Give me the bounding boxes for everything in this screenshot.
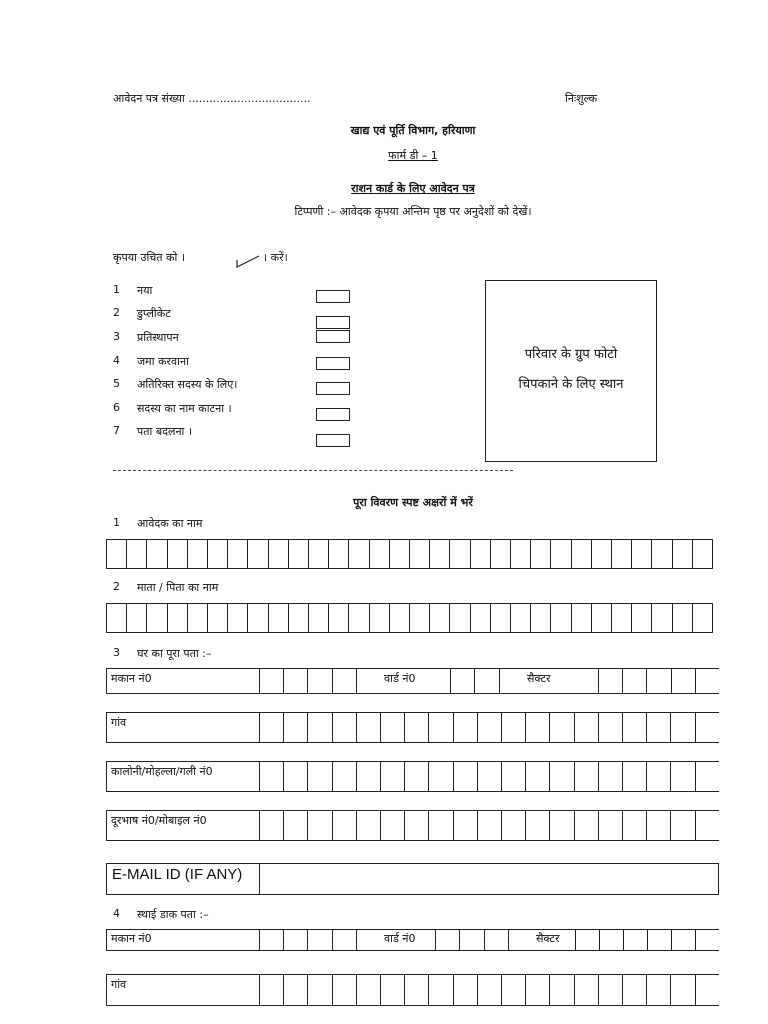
option-5-label: अतिरिक्त सदस्य के लिए।	[137, 378, 238, 391]
char-box[interactable]	[357, 975, 381, 1005]
family-photo-box[interactable]	[485, 280, 657, 462]
char-box[interactable]	[410, 604, 430, 632]
char-box[interactable]	[269, 540, 289, 568]
char-box[interactable]	[550, 762, 574, 791]
char-box[interactable]	[672, 930, 696, 950]
char-box[interactable]	[308, 975, 332, 1005]
char-box[interactable]	[599, 713, 623, 742]
village-label-2: गांव	[111, 978, 127, 991]
checkbox-change-address[interactable]	[316, 434, 350, 447]
checkbox-surrender[interactable]	[316, 357, 350, 370]
char-box[interactable]	[450, 540, 470, 568]
free-label: निःशुल्क	[565, 92, 598, 105]
char-box[interactable]	[284, 762, 308, 791]
char-box[interactable]	[647, 811, 671, 840]
char-box[interactable]	[478, 762, 502, 791]
char-box[interactable]	[429, 811, 453, 840]
char-box[interactable]	[500, 669, 523, 693]
village-row	[106, 712, 719, 743]
parent-name-grid[interactable]	[106, 603, 713, 633]
char-box[interactable]	[260, 713, 284, 742]
char-box[interactable]	[308, 669, 332, 693]
permanent-address-row	[106, 929, 719, 951]
char-box[interactable]	[284, 669, 308, 693]
char-box[interactable]	[284, 975, 308, 1005]
char-box[interactable]	[592, 604, 612, 632]
char-box[interactable]	[208, 540, 228, 568]
char-box[interactable]	[436, 930, 460, 950]
char-box[interactable]	[526, 713, 550, 742]
char-box[interactable]	[405, 811, 429, 840]
option-5-number: 5	[113, 377, 120, 390]
char-box[interactable]	[381, 713, 405, 742]
char-box[interactable]	[228, 604, 248, 632]
sector-label: सैक्टर	[527, 672, 551, 685]
char-box[interactable]	[147, 540, 167, 568]
char-box[interactable]	[526, 811, 550, 840]
char-box[interactable]	[471, 604, 491, 632]
char-box[interactable]	[381, 811, 405, 840]
checkbox-replacement[interactable]	[316, 330, 350, 343]
char-box[interactable]	[460, 930, 484, 950]
char-box[interactable]	[329, 540, 349, 568]
char-box[interactable]	[248, 604, 268, 632]
char-box[interactable]	[260, 930, 284, 950]
char-box[interactable]	[188, 540, 208, 568]
char-box[interactable]	[478, 975, 502, 1005]
char-box[interactable]	[405, 975, 429, 1005]
ward-number-label: वार्ड नं0	[384, 672, 416, 685]
char-box[interactable]	[672, 669, 696, 693]
char-box[interactable]	[572, 604, 592, 632]
char-box[interactable]	[623, 811, 647, 840]
form-number: फार्म डी – 1	[388, 149, 438, 162]
char-box[interactable]	[107, 540, 127, 568]
char-box[interactable]	[623, 669, 647, 693]
village-row-2	[106, 974, 719, 1006]
sector-cells[interactable]	[599, 669, 719, 693]
char-box[interactable]	[696, 930, 719, 950]
field-1-label: आवेदक का नाम	[137, 517, 203, 530]
char-box[interactable]	[531, 540, 551, 568]
char-box[interactable]	[592, 540, 612, 568]
char-box[interactable]	[284, 713, 308, 742]
char-box[interactable]	[632, 540, 652, 568]
char-box[interactable]	[370, 604, 390, 632]
char-box[interactable]	[526, 762, 550, 791]
char-box[interactable]	[333, 975, 357, 1005]
char-box[interactable]	[333, 669, 357, 693]
char-box[interactable]	[612, 540, 632, 568]
field-2-label: माता / पिता का नाम	[137, 581, 219, 594]
char-box[interactable]	[600, 930, 624, 950]
photo-box-line-1: परिवार के ग्रुप फोटो	[524, 347, 618, 362]
house-address-row	[106, 668, 719, 694]
char-box[interactable]	[260, 762, 284, 791]
house-number-label-2: मकान नं0	[111, 932, 152, 945]
char-box[interactable]	[357, 811, 381, 840]
option-7-label: पता बदलना ।	[137, 425, 193, 438]
char-box[interactable]	[429, 975, 453, 1005]
char-box[interactable]	[491, 604, 511, 632]
char-box[interactable]	[429, 762, 453, 791]
option-1-number: 1	[113, 283, 120, 296]
char-box[interactable]	[284, 930, 308, 950]
photo-box-line-2: चिपकाने के लिए स्थान	[518, 377, 624, 392]
char-box[interactable]	[671, 713, 695, 742]
checkbox-remove-member[interactable]	[316, 408, 350, 421]
char-box[interactable]	[289, 604, 309, 632]
char-box[interactable]	[308, 713, 332, 742]
char-box[interactable]	[502, 811, 526, 840]
char-box[interactable]	[370, 540, 390, 568]
char-box[interactable]	[502, 975, 526, 1005]
ward-number-label-2: वार्ड नं0	[384, 932, 416, 945]
field-2-number: 2	[113, 580, 120, 593]
char-box[interactable]	[405, 762, 429, 791]
applicant-name-grid[interactable]	[106, 539, 713, 569]
char-box[interactable]	[693, 540, 713, 568]
char-box[interactable]	[652, 540, 672, 568]
char-box[interactable]	[599, 762, 623, 791]
char-box[interactable]	[485, 930, 509, 950]
option-2-label: डुप्लीकेट	[137, 307, 171, 320]
section-title: पूरा विवरण स्पष्ट अक्षरों में भरें	[353, 496, 473, 509]
sector-cells-2[interactable]	[576, 930, 719, 950]
char-box[interactable]	[168, 604, 188, 632]
char-box[interactable]	[390, 604, 410, 632]
tick-instruction-prefix: कृपया उचित को ।	[113, 251, 186, 264]
char-box[interactable]	[550, 713, 574, 742]
char-box[interactable]	[673, 540, 693, 568]
application-number-label: आवेदन पत्र संख्या ...................................	[113, 92, 311, 105]
char-box[interactable]	[623, 713, 647, 742]
field-1-number: 1	[113, 516, 120, 529]
char-box[interactable]	[551, 604, 571, 632]
char-box[interactable]	[526, 975, 550, 1005]
char-box[interactable]	[357, 762, 381, 791]
village-cells[interactable]	[260, 713, 719, 742]
char-box[interactable]	[208, 604, 228, 632]
char-box[interactable]	[696, 811, 719, 840]
char-box[interactable]	[647, 975, 671, 1005]
char-box[interactable]	[357, 669, 380, 693]
house-number-cells-2[interactable]	[260, 930, 380, 950]
char-box[interactable]	[308, 930, 332, 950]
char-box[interactable]	[696, 713, 719, 742]
section-divider	[113, 470, 513, 471]
option-3-label: प्रतिस्थापन	[137, 331, 179, 344]
village-label: गांव	[111, 716, 127, 729]
char-box[interactable]	[454, 975, 478, 1005]
char-box[interactable]	[429, 713, 453, 742]
colony-label: कालोनी/मोहल्ला/गली नं0	[111, 765, 213, 778]
char-box[interactable]	[652, 604, 672, 632]
char-box[interactable]	[248, 540, 268, 568]
char-box[interactable]	[260, 975, 284, 1005]
char-box[interactable]	[475, 669, 499, 693]
char-box[interactable]	[502, 713, 526, 742]
char-box[interactable]	[671, 975, 695, 1005]
option-3-number: 3	[113, 330, 120, 343]
char-box[interactable]	[269, 604, 289, 632]
phone-row	[106, 810, 719, 841]
ward-number-cells-2[interactable]	[436, 930, 532, 950]
char-box[interactable]	[623, 762, 647, 791]
char-box[interactable]	[405, 713, 429, 742]
char-box[interactable]	[333, 713, 357, 742]
char-box[interactable]	[673, 604, 693, 632]
phone-cells[interactable]	[260, 811, 719, 840]
tick-instruction-suffix: । करें।	[263, 251, 288, 264]
option-2-number: 2	[113, 306, 120, 319]
char-box[interactable]	[381, 762, 405, 791]
char-box[interactable]	[599, 811, 623, 840]
char-box[interactable]	[478, 811, 502, 840]
char-box[interactable]	[478, 713, 502, 742]
checkbox-add-member[interactable]	[316, 382, 350, 395]
email-input[interactable]	[260, 864, 719, 894]
char-box[interactable]	[381, 975, 405, 1005]
char-box[interactable]	[260, 669, 284, 693]
email-row	[106, 863, 719, 895]
colony-cells[interactable]	[260, 762, 719, 791]
char-box[interactable]	[333, 762, 357, 791]
char-box[interactable]	[168, 540, 188, 568]
char-box[interactable]	[454, 762, 478, 791]
char-box[interactable]	[451, 669, 475, 693]
field-3-number: 3	[113, 646, 120, 659]
checkbox-duplicate[interactable]	[316, 316, 350, 329]
char-box[interactable]	[188, 604, 208, 632]
sector-label-2: सैक्टर	[536, 932, 560, 945]
char-box[interactable]	[491, 540, 511, 568]
char-box[interactable]	[575, 762, 599, 791]
char-box[interactable]	[430, 604, 450, 632]
char-box[interactable]	[599, 975, 623, 1005]
char-box[interactable]	[572, 540, 592, 568]
char-box[interactable]	[357, 713, 381, 742]
char-box[interactable]	[284, 811, 308, 840]
char-box[interactable]	[696, 669, 719, 693]
char-box[interactable]	[576, 930, 600, 950]
char-box[interactable]	[410, 540, 430, 568]
char-box[interactable]	[550, 811, 574, 840]
char-box[interactable]	[647, 713, 671, 742]
char-box[interactable]	[127, 540, 147, 568]
option-6-label: सदस्य का नाम काटना ।	[137, 402, 232, 415]
village-cells-2[interactable]	[260, 975, 719, 1005]
char-box[interactable]	[390, 540, 410, 568]
house-number-label: मकान नं0	[111, 672, 152, 685]
char-box[interactable]	[623, 975, 647, 1005]
option-1-label: नया	[137, 284, 153, 297]
char-box[interactable]	[329, 604, 349, 632]
field-4-number: 4	[113, 907, 120, 920]
char-box[interactable]	[471, 540, 491, 568]
char-box[interactable]	[647, 669, 671, 693]
char-box[interactable]	[308, 811, 332, 840]
char-box[interactable]	[632, 604, 652, 632]
char-box[interactable]	[349, 604, 369, 632]
char-box[interactable]	[430, 540, 450, 568]
char-box[interactable]	[696, 762, 719, 791]
char-box[interactable]	[693, 604, 713, 632]
checkbox-new[interactable]	[316, 290, 350, 303]
char-box[interactable]	[127, 604, 147, 632]
tick-mark-icon	[236, 254, 260, 268]
char-box[interactable]	[511, 604, 531, 632]
char-box[interactable]	[612, 604, 632, 632]
char-box[interactable]	[107, 604, 127, 632]
char-box[interactable]	[333, 811, 357, 840]
char-box[interactable]	[333, 930, 357, 950]
option-6-number: 6	[113, 401, 120, 414]
char-box[interactable]	[309, 604, 329, 632]
char-box[interactable]	[575, 713, 599, 742]
char-box[interactable]	[575, 811, 599, 840]
house-number-cells[interactable]	[260, 669, 380, 693]
option-7-number: 7	[113, 424, 120, 437]
char-box[interactable]	[647, 762, 671, 791]
char-box[interactable]	[648, 930, 672, 950]
department-title: खाद्य एवं पूर्ति विभाग, हरियाणा	[350, 124, 476, 137]
char-box[interactable]	[309, 540, 329, 568]
char-box[interactable]	[502, 762, 526, 791]
char-box[interactable]	[454, 713, 478, 742]
ward-number-cells[interactable]	[451, 669, 523, 693]
char-box[interactable]	[454, 811, 478, 840]
char-box[interactable]	[450, 604, 470, 632]
colony-row	[106, 761, 719, 792]
char-box[interactable]	[509, 930, 532, 950]
char-box[interactable]	[671, 762, 695, 791]
char-box[interactable]	[289, 540, 309, 568]
char-box[interactable]	[575, 975, 599, 1005]
char-box[interactable]	[349, 540, 369, 568]
email-label: E-MAIL ID (IF ANY)	[112, 866, 243, 883]
field-3-label: घर का पूरा पता :–	[137, 647, 212, 660]
char-box[interactable]	[599, 669, 623, 693]
char-box[interactable]	[696, 975, 719, 1005]
char-box[interactable]	[357, 930, 380, 950]
char-box[interactable]	[624, 930, 648, 950]
char-box[interactable]	[511, 540, 531, 568]
form-title: राशन कार्ड के लिए आवेदन पत्र	[351, 182, 475, 195]
char-box[interactable]	[260, 811, 284, 840]
char-box[interactable]	[228, 540, 248, 568]
char-box[interactable]	[531, 604, 551, 632]
char-box[interactable]	[308, 762, 332, 791]
char-box[interactable]	[551, 540, 571, 568]
option-4-number: 4	[113, 354, 120, 367]
option-4-label: जमा करवाना	[137, 355, 189, 368]
char-box[interactable]	[550, 975, 574, 1005]
instruction-note: टिप्पणी :– आवेदक कृपया अन्तिम पृष्ठ पर अनुदेशों को देखें।	[294, 205, 532, 218]
field-4-label: स्थाई डाक पता :–	[137, 908, 209, 921]
char-box[interactable]	[147, 604, 167, 632]
phone-label: दूरभाष नं0/मोबाइल नं0	[111, 814, 207, 827]
char-box[interactable]	[671, 811, 695, 840]
